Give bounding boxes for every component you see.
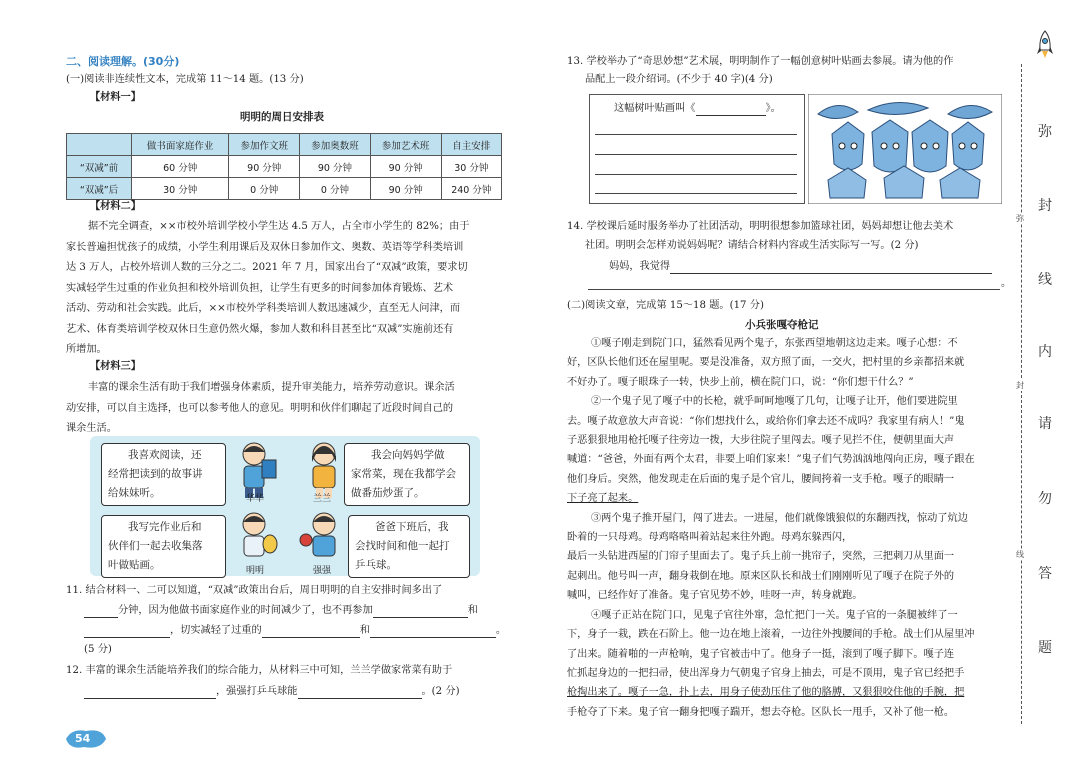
table-cell: 60 分钟 bbox=[132, 156, 229, 178]
speech-bubble-huahua bbox=[101, 443, 226, 506]
qiangqiang-figure bbox=[300, 513, 335, 556]
table-header-cell: 参加作文班 bbox=[229, 134, 300, 156]
speech-bubble-mingming bbox=[101, 515, 226, 578]
name-label-qiangqiang: 强强 bbox=[313, 566, 332, 576]
question-text: 。(2 分) bbox=[421, 686, 460, 697]
leaf-art-image bbox=[808, 94, 1002, 204]
q14-period: 。 bbox=[1001, 278, 1012, 289]
question-14: 14. 学校课后延时服务举办了社团活动，明明很想参加篮球社团，妈妈却想让他去美术 bbox=[567, 221, 954, 232]
story-line: 下子亮了起来。 bbox=[567, 493, 639, 505]
story-line: 手枪夺了下来。鬼子官一翻身把嘎子踹开，想去夺枪。区队长一甩手，又补了他一枪。 bbox=[567, 706, 955, 718]
answer-blank[interactable] bbox=[262, 637, 360, 638]
margin-char: 内 bbox=[1038, 344, 1052, 360]
table-cell: 90 分钟 bbox=[300, 156, 371, 178]
story-text bbox=[567, 334, 1005, 722]
answer-blank[interactable] bbox=[84, 698, 216, 699]
question-text: 分钟，因为他做书面家庭作业的时间减少了，也不再参加 bbox=[118, 605, 373, 616]
table-header-cell: 做书面家庭作业 bbox=[132, 134, 229, 156]
table-title: 明明的周日安排表 bbox=[240, 111, 324, 123]
story-line: ②一个鬼子见了嘎子中的长枪，就乎呵呵地嘎了几句，让嘎子让开，他们要进院里 bbox=[591, 396, 958, 408]
story-line: 卧着的一只母鸡。母鸡咯咯叫着站起来往外跑。母鸡东躲西闪， bbox=[567, 532, 853, 544]
bubble-line: 我会向妈妈学做 bbox=[371, 449, 445, 461]
story-line: 忙抓起身边的一把扫帚，使出浑身力气朝鬼子官身上抽去，可是不顶用，鬼子官已经把手 bbox=[567, 667, 965, 679]
question-11-score: (5 分) bbox=[84, 644, 112, 655]
material2-label: 【材料二】 bbox=[90, 200, 141, 212]
story-line: 了出来。随着啪的一声枪响，鬼子官被击中了。他身子一挺，滚到了嘎子脚下。嘎子连 bbox=[567, 648, 955, 660]
story-line: ④嘎子正站在院门口，见鬼子官往外窜，急忙把门一关。鬼子官的一条腿被绊了一 bbox=[591, 609, 958, 621]
bubble-line: 家常菜，现在我都学会 bbox=[351, 468, 456, 480]
part1-instruction: (一)阅读非连续性文本，完成第 11～14 题。(13 分) bbox=[66, 74, 304, 85]
story-line: ①嘎子刚走到院门口，猛然看见两个鬼子，东张西望地朝这边走来。嘎子心想：不 bbox=[591, 338, 958, 349]
table-row bbox=[67, 156, 502, 178]
paragraph-line: 课余生活。 bbox=[66, 423, 117, 434]
story-line: 喊叫，已经作好了准备。鬼子官见势不妙，哇呀一声，转身就跑。 bbox=[567, 590, 863, 602]
story-line: 子恶狠狠地用枪托嘎子往旁边一拨，大步往院子里闯去。嘎子见拦不住，便朝里面大声 bbox=[567, 435, 955, 447]
margin-char: 线 bbox=[1038, 272, 1052, 288]
margin-small-char: 封 bbox=[1016, 381, 1024, 390]
question-text: ，切实减轻了过重的 bbox=[170, 625, 262, 636]
question-text: 这幅树叶贴画叫《 bbox=[614, 103, 696, 114]
table-cell: 90 分钟 bbox=[229, 156, 300, 178]
question-text: 和 bbox=[467, 605, 478, 616]
paragraph-line: 丰富的课余生活有助于我们增强身体素质，提升审美能力，培养劳动意识。课余活 bbox=[88, 382, 455, 393]
paragraph-line: 所增加。 bbox=[66, 344, 107, 355]
story-line: 喊道：“爸爸，外面有两个太君，非要上咱们家来！”鬼子们气势汹汹地闯向正房，嘎子跟在 bbox=[567, 454, 975, 466]
paragraph-line: 实减轻学生过重的作业负担和校外培训负担，让学生有更多的时间参加体育锻炼、艺术 bbox=[66, 282, 454, 294]
paragraph-line: 活动、劳动和社会实践。此后，××市校外学科类培训人数迅速减少，直至无人问津，而 bbox=[66, 303, 461, 314]
mingming-figure bbox=[243, 513, 277, 556]
lanlan-figure bbox=[312, 443, 336, 498]
table-cell: 240 分钟 bbox=[441, 178, 501, 200]
margin-char: 请 bbox=[1038, 416, 1052, 432]
answer-blank[interactable] bbox=[670, 273, 992, 274]
question-14-line3 bbox=[609, 259, 992, 274]
answer-blank[interactable] bbox=[370, 637, 496, 638]
margin-char: 封 bbox=[1038, 198, 1052, 214]
paragraph-line: 动安排，可以自主选择，也可以参考他人的意见。明明和伙伴们聊起了近段时间自己的 bbox=[66, 402, 454, 414]
question-11: 11. 结合材料一、二可以知道，“双减”政策出台后，周日明明的自主安排时间多出了 bbox=[66, 585, 443, 596]
bubble-line: 我写完作业后和 bbox=[128, 521, 202, 533]
material1-label: 【材料一】 bbox=[90, 91, 141, 103]
question-13: 13. 学校举办了“奇思妙想”艺术展，明明制作了一幅创意树叶贴画去参展。请为他的作 bbox=[567, 56, 954, 67]
name-label-huahua: 华华 bbox=[246, 494, 265, 504]
name-label-lanlan: 兰兰 bbox=[313, 494, 332, 504]
answer-blank[interactable] bbox=[298, 698, 422, 699]
story-line: 起刺出。他号叫一声，翻身栽倒在地。原来区队长和战士们刚刚听见了嘎子在院子外的 bbox=[567, 570, 955, 582]
answer-blank[interactable] bbox=[373, 617, 468, 618]
q13-answer-line[interactable] bbox=[595, 134, 797, 135]
binding-dashed-line bbox=[1021, 64, 1022, 724]
bubble-line: 我喜欢阅读，还 bbox=[128, 449, 202, 461]
margin-char: 勿 bbox=[1038, 491, 1052, 507]
question-text: ，强强打乒乓球能 bbox=[216, 686, 298, 697]
table-header-row bbox=[67, 134, 502, 156]
material2-text bbox=[66, 217, 506, 361]
part2-instruction: (二)阅读文章，完成第 15～18 题。(17 分) bbox=[567, 300, 764, 311]
paragraph-line: 艺术、体育类培训学校双休日生意仍然火爆，参加人数和科目甚至比“双减”实施前还有 bbox=[66, 323, 454, 335]
material3-text bbox=[66, 378, 506, 440]
answer-blank[interactable] bbox=[696, 115, 766, 116]
material3-label: 【材料三】 bbox=[90, 360, 141, 372]
story-line: 好，区队长他们还在屋里呢。要是没准备，双方照了面，一交火，把村里的乡亲都招来就 bbox=[567, 357, 965, 369]
question-text: 》。 bbox=[765, 103, 781, 114]
margin-char: 题 bbox=[1038, 640, 1052, 656]
story-line: 最后一头钻进西屋的门帘子里面去了。鬼子兵上前一挑帘子，突然，三把刺刀从里面一 bbox=[567, 551, 955, 563]
bubble-line: 伙伴们一起去收集落 bbox=[108, 540, 203, 552]
margin-char: 答 bbox=[1038, 566, 1052, 582]
question-13-line2: 品配上一段介绍词。(不少于 40 字)(4 分) bbox=[585, 74, 773, 85]
table-header-cell: 参加奥数班 bbox=[300, 134, 371, 156]
bubble-line: 乒乓球。 bbox=[355, 559, 397, 571]
name-label-mingming: 明明 bbox=[246, 566, 265, 576]
question-text: 和 bbox=[359, 625, 370, 636]
table-cell: 30 分钟 bbox=[441, 156, 501, 178]
q13-answer-line[interactable] bbox=[595, 174, 797, 175]
answer-blank[interactable] bbox=[84, 617, 118, 618]
story-line: 他们身后。突然，他发现走在后面的鬼子是个官儿，腰间挎着一支手枪。嘎子的眼睛一 bbox=[567, 473, 955, 485]
page-number: 54 bbox=[75, 732, 91, 745]
q13-prompt bbox=[614, 101, 781, 116]
question-12: 12. 丰富的课余生活能培养我们的综合能力，从材料三中可知，兰兰学做家常菜有助于 bbox=[66, 665, 453, 676]
paragraph-line: 达 3 万人，占校外培训人数的三分之二。2021 年 7 月，国家出台了“双减”政策，要求切 bbox=[66, 262, 468, 273]
paragraph-line: 家长普遍担忧孩子的成绩，小学生利用课后及双休日参加作文、奥数、英语等学科类培训 bbox=[66, 241, 464, 253]
bubble-line: 会找时间和他一起打 bbox=[355, 540, 450, 552]
table-cell: 90 分钟 bbox=[370, 178, 441, 200]
story-line: 下，身子一栽，跌在石阶上。他一边在地上滚着，一边往外拽腰间的手枪。战士们从屋里冲 bbox=[567, 629, 975, 641]
bubble-line: 给妹妹听。 bbox=[108, 487, 161, 499]
paragraph-line: 据不完全调查，××市校外培训学校小学生达 4.5 万人，占全市小学生的 82%；由于 bbox=[88, 221, 470, 232]
answer-blank[interactable] bbox=[84, 637, 170, 638]
question-text: 妈妈，我觉得 bbox=[609, 261, 671, 272]
table-row-header: “双减”前 bbox=[67, 156, 132, 178]
table-row-header: “双减”后 bbox=[67, 178, 132, 200]
question-11-line3: ，切实减轻了过重的 和 。 bbox=[84, 623, 506, 638]
story-line: 去。嘎子故意放大声音说：“你们想找什么，或给你们拿去还不成吗？我家里有病人！”鬼 bbox=[567, 415, 965, 427]
table-header-cell: 自主安排 bbox=[441, 134, 501, 156]
margin-small-char: 线 bbox=[1016, 550, 1024, 559]
question-14-line2: 社团。明明会怎样劝说妈妈呢？请结合材料内容或生活实际写一写。(2 分) bbox=[585, 240, 919, 251]
bubble-line: 叶做贴画。 bbox=[108, 559, 161, 571]
table-header-cell bbox=[67, 134, 132, 156]
speech-bubble-lanlan bbox=[344, 443, 470, 506]
rocket-icon bbox=[1036, 30, 1054, 60]
question-11-line2 bbox=[84, 603, 478, 618]
margin-small-char: 弥 bbox=[1016, 214, 1024, 223]
table-cell: 0 分钟 bbox=[229, 178, 300, 200]
bubble-line: 爸爸下班后，我 bbox=[375, 521, 449, 533]
story-title: 小兵张嘎夺枪记 bbox=[745, 319, 819, 331]
q13-answer-line[interactable] bbox=[595, 193, 797, 194]
huahua-figure bbox=[243, 443, 276, 498]
table-cell: 90 分钟 bbox=[370, 156, 441, 178]
story-line: ③两个鬼子推开屋门，闯了进去。一进屋，他们就像饿狼似的东翻西找，惊动了炕边 bbox=[591, 512, 968, 524]
schedule-table bbox=[66, 133, 502, 200]
table-cell: 30 分钟 bbox=[132, 178, 229, 200]
q14-answer-line[interactable] bbox=[588, 289, 1000, 290]
bubble-line: 做番茄炒蛋了。 bbox=[351, 487, 425, 499]
table-row bbox=[67, 178, 502, 200]
kids-illustration bbox=[232, 440, 350, 574]
q13-answer-line[interactable] bbox=[595, 154, 797, 155]
bubble-line: 经常把读到的故事讲 bbox=[108, 468, 203, 480]
story-line: 枪掏出来了。嘎子一急，扑上去，用身子使劲压住了他的胳膊，又狠狠咬住他的手腕，把 bbox=[567, 687, 965, 699]
question-12-line2 bbox=[84, 684, 460, 699]
speech-bubble-qiangqiang bbox=[348, 515, 470, 578]
table-header-cell: 参加艺术班 bbox=[370, 134, 441, 156]
story-line: 不好办了。嘎子眼珠子一转，快步上前，横在院门口，说：“你们想干什么？” bbox=[567, 376, 914, 388]
section-heading: 二、阅读理解。(30分) bbox=[66, 55, 180, 68]
table-cell: 0 分钟 bbox=[300, 178, 371, 200]
margin-char: 弥 bbox=[1038, 124, 1052, 140]
